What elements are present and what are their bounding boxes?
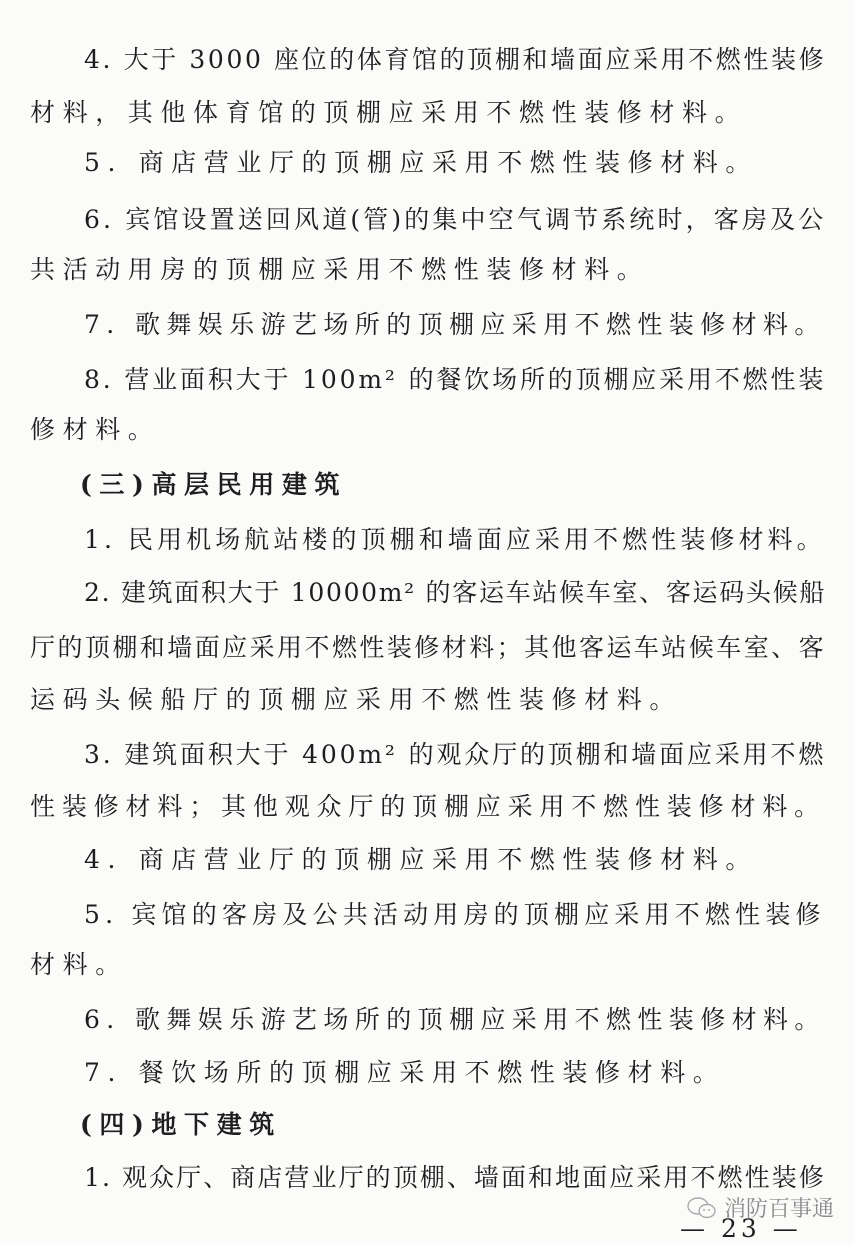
text-line: 7. 歌舞娱乐游艺场所的顶棚应采用不燃性装修材料。 xyxy=(84,310,826,339)
text-line: 修材料。 xyxy=(30,415,161,444)
watermark-text: 消防百事通 xyxy=(724,1197,835,1222)
text-line: 6. 宾馆设置送回风道(管)的集中空气调节系统时，客房及公 xyxy=(84,205,827,234)
text-line: 6. 歌舞娱乐游艺场所的顶棚应采用不燃性装修材料。 xyxy=(84,1005,826,1034)
text-line: 运码头候船厅的顶棚应采用不燃性装修材料。 xyxy=(30,685,683,714)
text-line: 8. 营业面积大于 100m² 的餐饮场所的顶棚应采用不燃性装 xyxy=(84,365,827,394)
text-line: 7. 餐饮场所的顶棚应采用不燃性装修材料。 xyxy=(84,1058,726,1087)
text-line: 4. 商店营业厅的顶棚应采用不燃性装修材料。 xyxy=(84,845,759,874)
text-line: 3. 建筑面积大于 400m² 的观众厅的顶棚和墙面应采用不燃 xyxy=(84,740,827,769)
text-line: 4. 大于 3000 座位的体育馆的顶棚和墙面应采用不燃性装修 xyxy=(84,45,827,74)
text-line: 1. 民用机场航站楼的顶棚和墙面应采用不燃性装修材料。 xyxy=(84,525,826,554)
section-heading: (三)高层民用建筑 xyxy=(80,470,348,499)
text-line: 5. 商店营业厅的顶棚应采用不燃性装修材料。 xyxy=(84,148,759,177)
text-line: 共活动用房的顶棚应采用不燃性装修材料。 xyxy=(30,255,650,284)
text-line: 2. 建筑面积大于 10000m² 的客运车站候车室、客运码头候船 xyxy=(84,578,827,607)
text-line: 性装修材料；其他观众厅的顶棚应采用不燃性装修材料。 xyxy=(30,792,827,821)
text-line: 5. 宾馆的客房及公共活动用房的顶棚应采用不燃性装修 xyxy=(84,900,826,929)
section-heading: (四)地下建筑 xyxy=(80,1110,282,1139)
text-line: 材料。 xyxy=(30,950,128,979)
text-line: 1. 观众厅、商店营业厅的顶棚、墙面和地面应采用不燃性装修 xyxy=(84,1163,826,1192)
text-line: 材料，其他体育馆的顶棚应采用不燃性装修材料。 xyxy=(30,98,748,127)
page-number: — 23 — xyxy=(680,1214,802,1243)
text-line: 厅的顶棚和墙面应采用不燃性装修材料；其他客运车站候车室、客 xyxy=(30,633,827,662)
